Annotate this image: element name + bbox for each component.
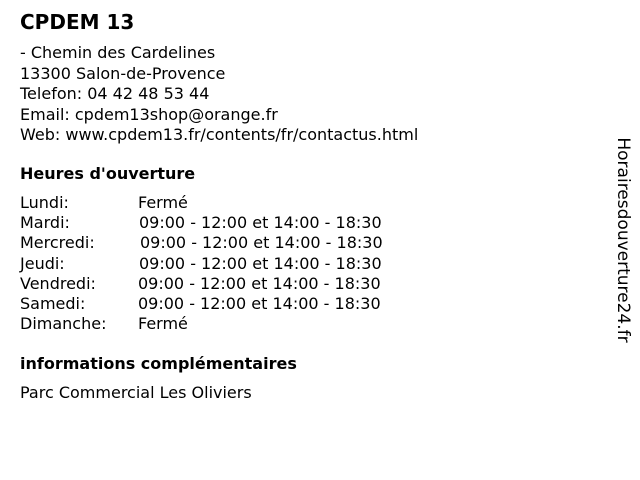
day-label: Mardi: bbox=[20, 213, 70, 233]
day-label: Lundi: bbox=[20, 193, 69, 212]
time-value: 09:00 - 12:00 et 14:00 - 18:30 bbox=[138, 293, 381, 313]
day-label: Mercredi: bbox=[20, 233, 95, 253]
watermark-text: Horairesdouverture24.fr bbox=[613, 137, 633, 343]
phone-line: Telefon: 04 42 48 53 44 bbox=[20, 84, 210, 103]
hours-heading: Heures d'ouverture bbox=[20, 164, 196, 183]
day-label: Dimanche: bbox=[20, 314, 107, 334]
day-label: Vendredi: bbox=[20, 273, 96, 293]
info-heading: informations complémentaires bbox=[20, 354, 297, 373]
address-street: - Chemin des Cardelines bbox=[20, 43, 216, 62]
web-line: Web: www.cpdem13.fr/contents/fr/contactus.html bbox=[20, 125, 419, 144]
time-value: Fermé bbox=[138, 193, 188, 212]
address-block bbox=[20, 43, 418, 146]
time-value: 09:00 - 12:00 et 14:00 - 18:30 bbox=[138, 273, 381, 293]
time-value: 09:00 - 12:00 et 14:00 - 18:30 bbox=[140, 233, 383, 253]
day-label: Jeudi: bbox=[20, 253, 65, 273]
time-value: 09:00 - 12:00 et 14:00 - 18:30 bbox=[139, 213, 382, 233]
page-title: CPDEM 13 bbox=[20, 10, 135, 34]
email-line: Email: cpdem13shop@orange.fr bbox=[20, 104, 278, 124]
address-city: 13300 Salon-de-Provence bbox=[20, 63, 226, 83]
time-value: Fermé bbox=[138, 314, 188, 334]
time-value: 09:00 - 12:00 et 14:00 - 18:30 bbox=[139, 253, 382, 273]
info-text: Parc Commercial Les Oliviers bbox=[20, 383, 252, 402]
day-label: Samedi: bbox=[20, 293, 86, 313]
